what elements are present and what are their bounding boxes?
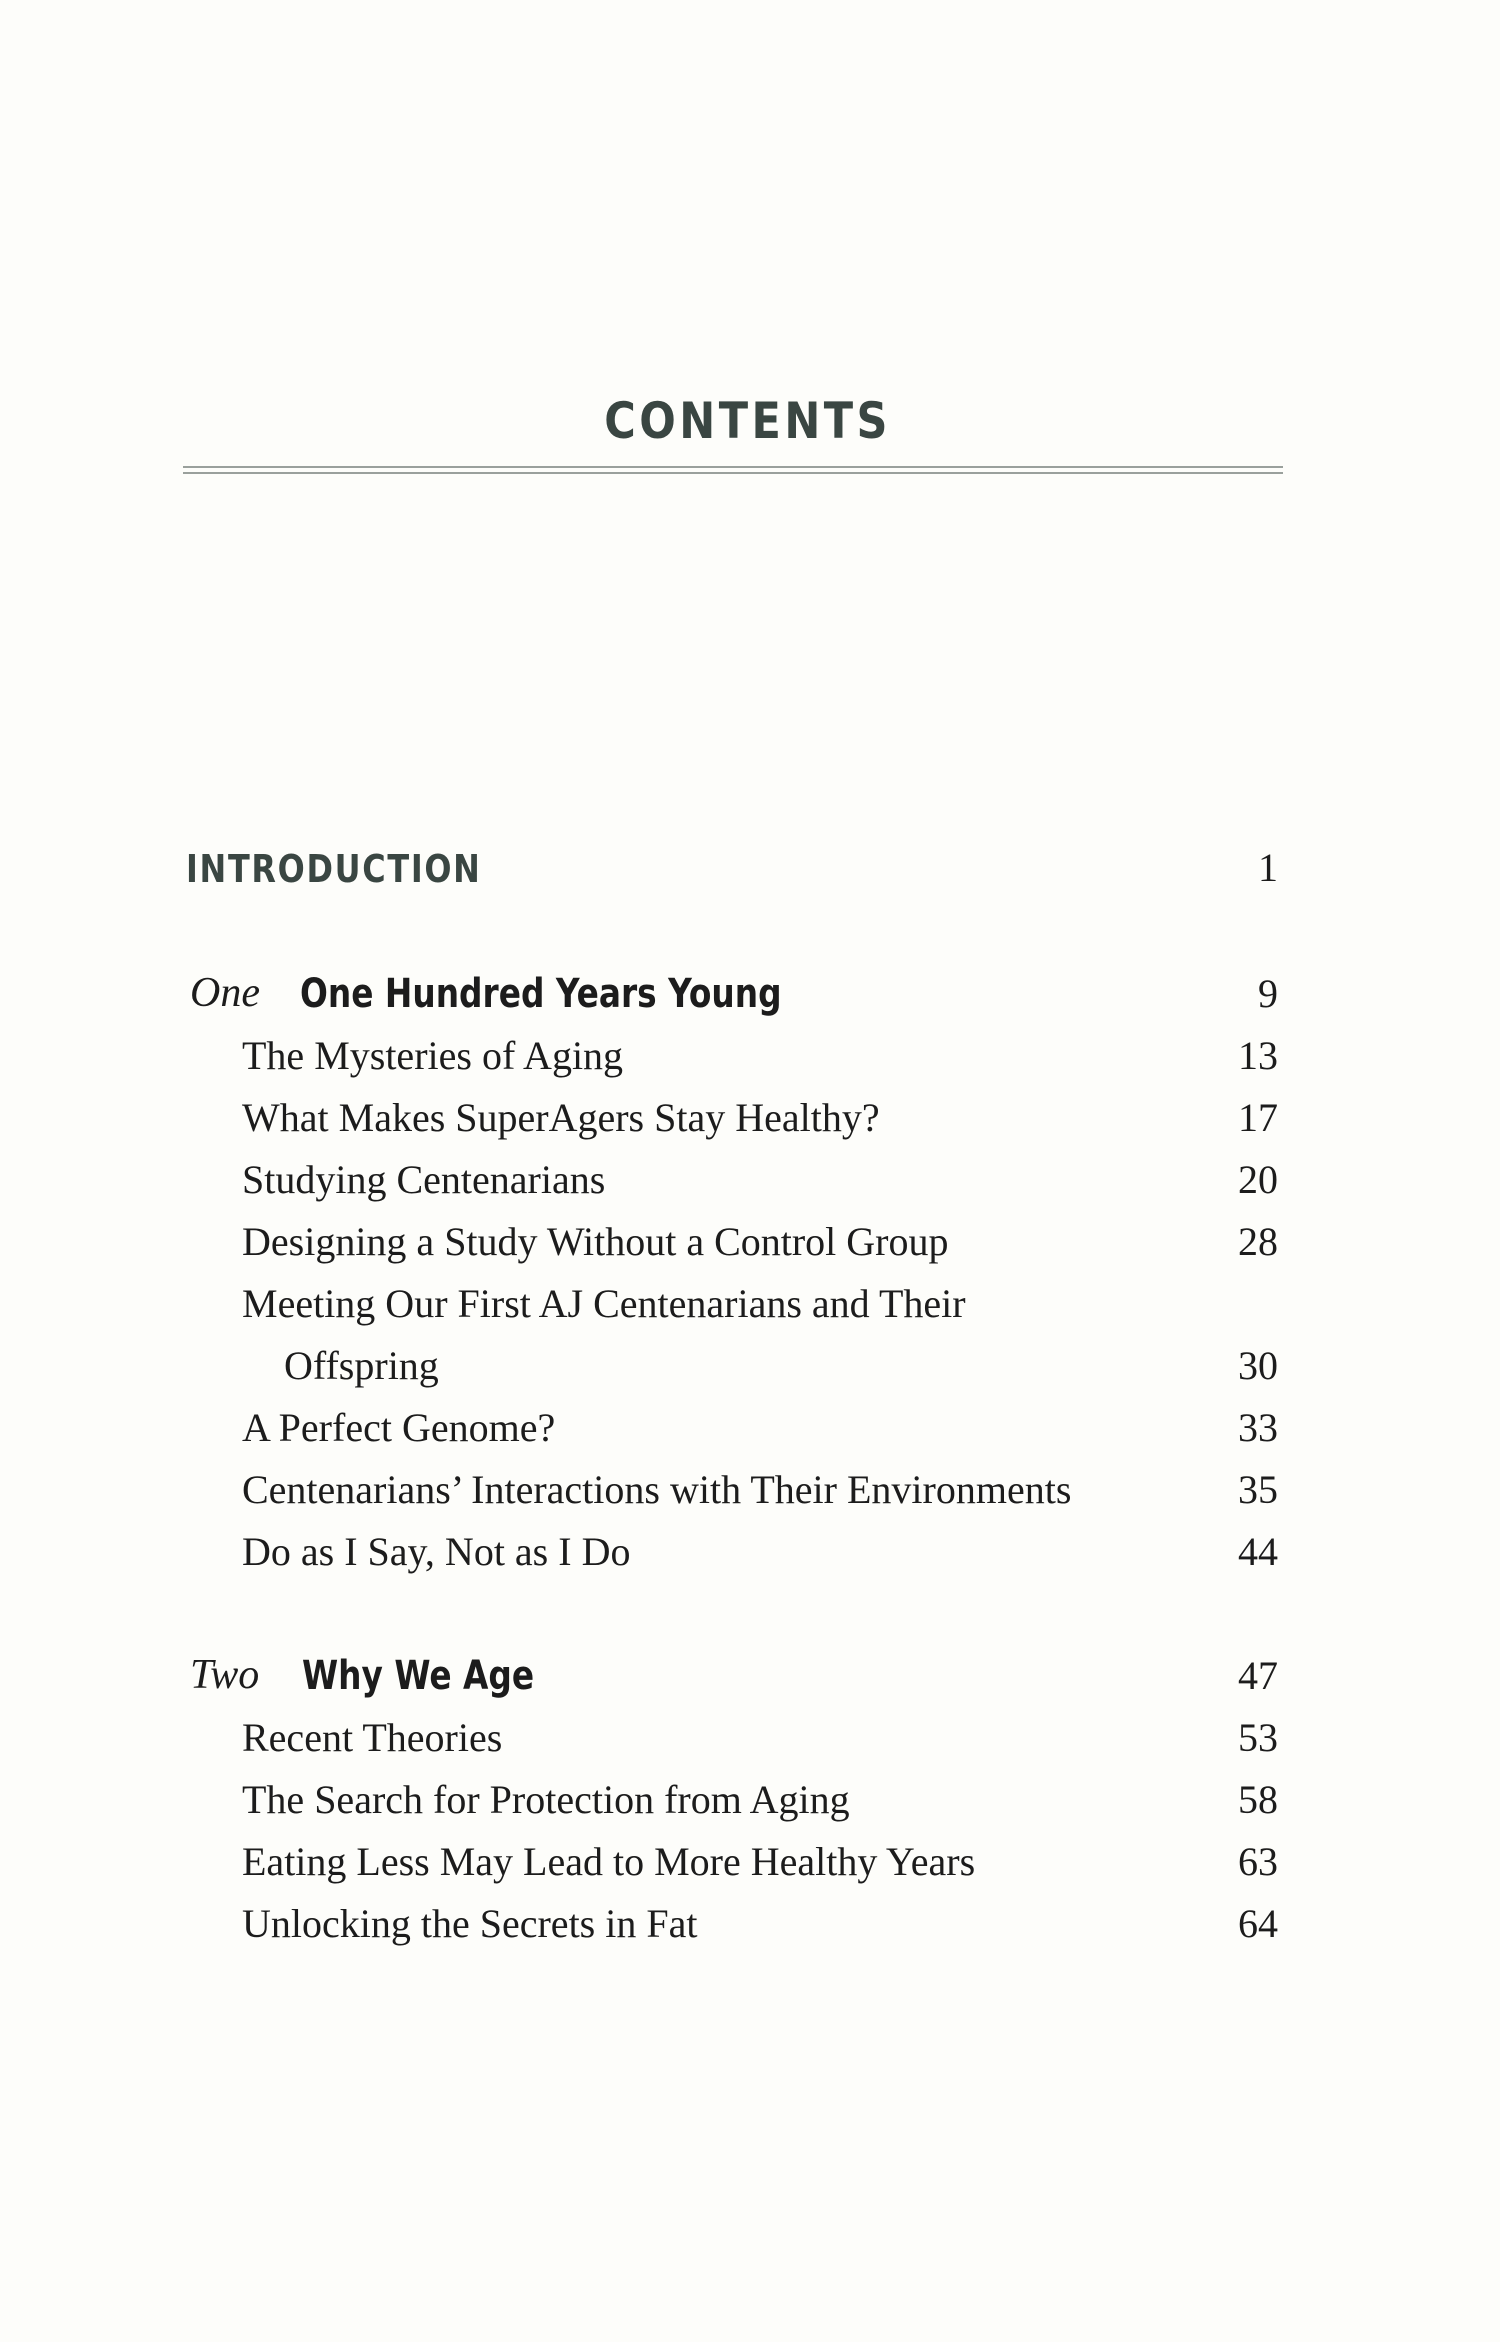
- heading-rule-bottom: [183, 472, 1283, 474]
- toc-section-entry: [0, 1076, 1500, 1138]
- chapter-page: 47: [1238, 1653, 1278, 1698]
- section-page: 53: [1238, 1715, 1278, 1760]
- section-page: 63: [1238, 1839, 1278, 1884]
- section-page: 30: [1238, 1343, 1278, 1388]
- chapter-page: 9: [1258, 971, 1278, 1016]
- section-page: 35: [1238, 1467, 1278, 1512]
- section-page: 17: [1238, 1095, 1278, 1140]
- section-page: 64: [1238, 1901, 1278, 1946]
- section-title: Do as I Say, Not as I Do: [242, 1529, 631, 1574]
- section-title: A Perfect Genome?: [242, 1405, 556, 1450]
- chapter-number-word: One: [190, 970, 260, 1016]
- section-title: Unlocking the Secrets in Fat: [242, 1901, 698, 1946]
- section-page: 28: [1238, 1219, 1278, 1264]
- section-title: The Search for Protection from Aging: [242, 1777, 850, 1822]
- section-page: 20: [1238, 1157, 1278, 1202]
- heading-rule-top: [183, 466, 1283, 468]
- toc-section-entry: [0, 1138, 1500, 1200]
- section-title: Studying Centenarians: [242, 1157, 606, 1202]
- toc-section-entry: [0, 1820, 1500, 1882]
- introduction-label: INTRODUCTION: [186, 847, 482, 891]
- toc-section-entry: [0, 1386, 1500, 1448]
- section-title: What Makes SuperAgers Stay Healthy?: [242, 1095, 880, 1140]
- section-title: Eating Less May Lead to More Healthy Years: [242, 1839, 976, 1884]
- toc-section-entry-continuation: [0, 1324, 1500, 1386]
- section-title: Meeting Our First AJ Centenarians and Their: [242, 1281, 966, 1326]
- section-title: The Mysteries of Aging: [242, 1033, 624, 1078]
- toc-section-entry: [0, 1014, 1500, 1076]
- section-page: 33: [1238, 1405, 1278, 1450]
- section-page: 13: [1238, 1033, 1278, 1078]
- toc-section-entry: [0, 1262, 1500, 1324]
- toc-section-entry: [0, 1696, 1500, 1758]
- chapter-title: One Hundred Years Young: [300, 971, 782, 1017]
- section-title-continuation: Offspring: [284, 1343, 439, 1388]
- page-title: CONTENTS: [604, 392, 891, 450]
- introduction-page: 1: [1258, 845, 1278, 890]
- chapter-heading-two: [0, 1634, 1500, 1699]
- chapter-number-word: Two: [190, 1652, 260, 1698]
- toc-section-entry: [0, 1510, 1500, 1572]
- toc-section-entry: [0, 1758, 1500, 1820]
- section-page: 58: [1238, 1777, 1278, 1822]
- chapter-heading-one: [0, 952, 1500, 1017]
- chapter-title: Why We Age: [302, 1653, 535, 1699]
- section-title: Centenarians’ Interactions with Their Environments: [242, 1467, 1072, 1512]
- section-page: 44: [1238, 1529, 1278, 1574]
- toc-entry-introduction: [0, 826, 1500, 891]
- section-title: Designing a Study Without a Control Group: [242, 1219, 949, 1264]
- toc-section-entry: [0, 1882, 1500, 1944]
- toc-section-entry: [0, 1200, 1500, 1262]
- toc-section-entry: [0, 1448, 1500, 1510]
- section-title: Recent Theories: [242, 1715, 503, 1760]
